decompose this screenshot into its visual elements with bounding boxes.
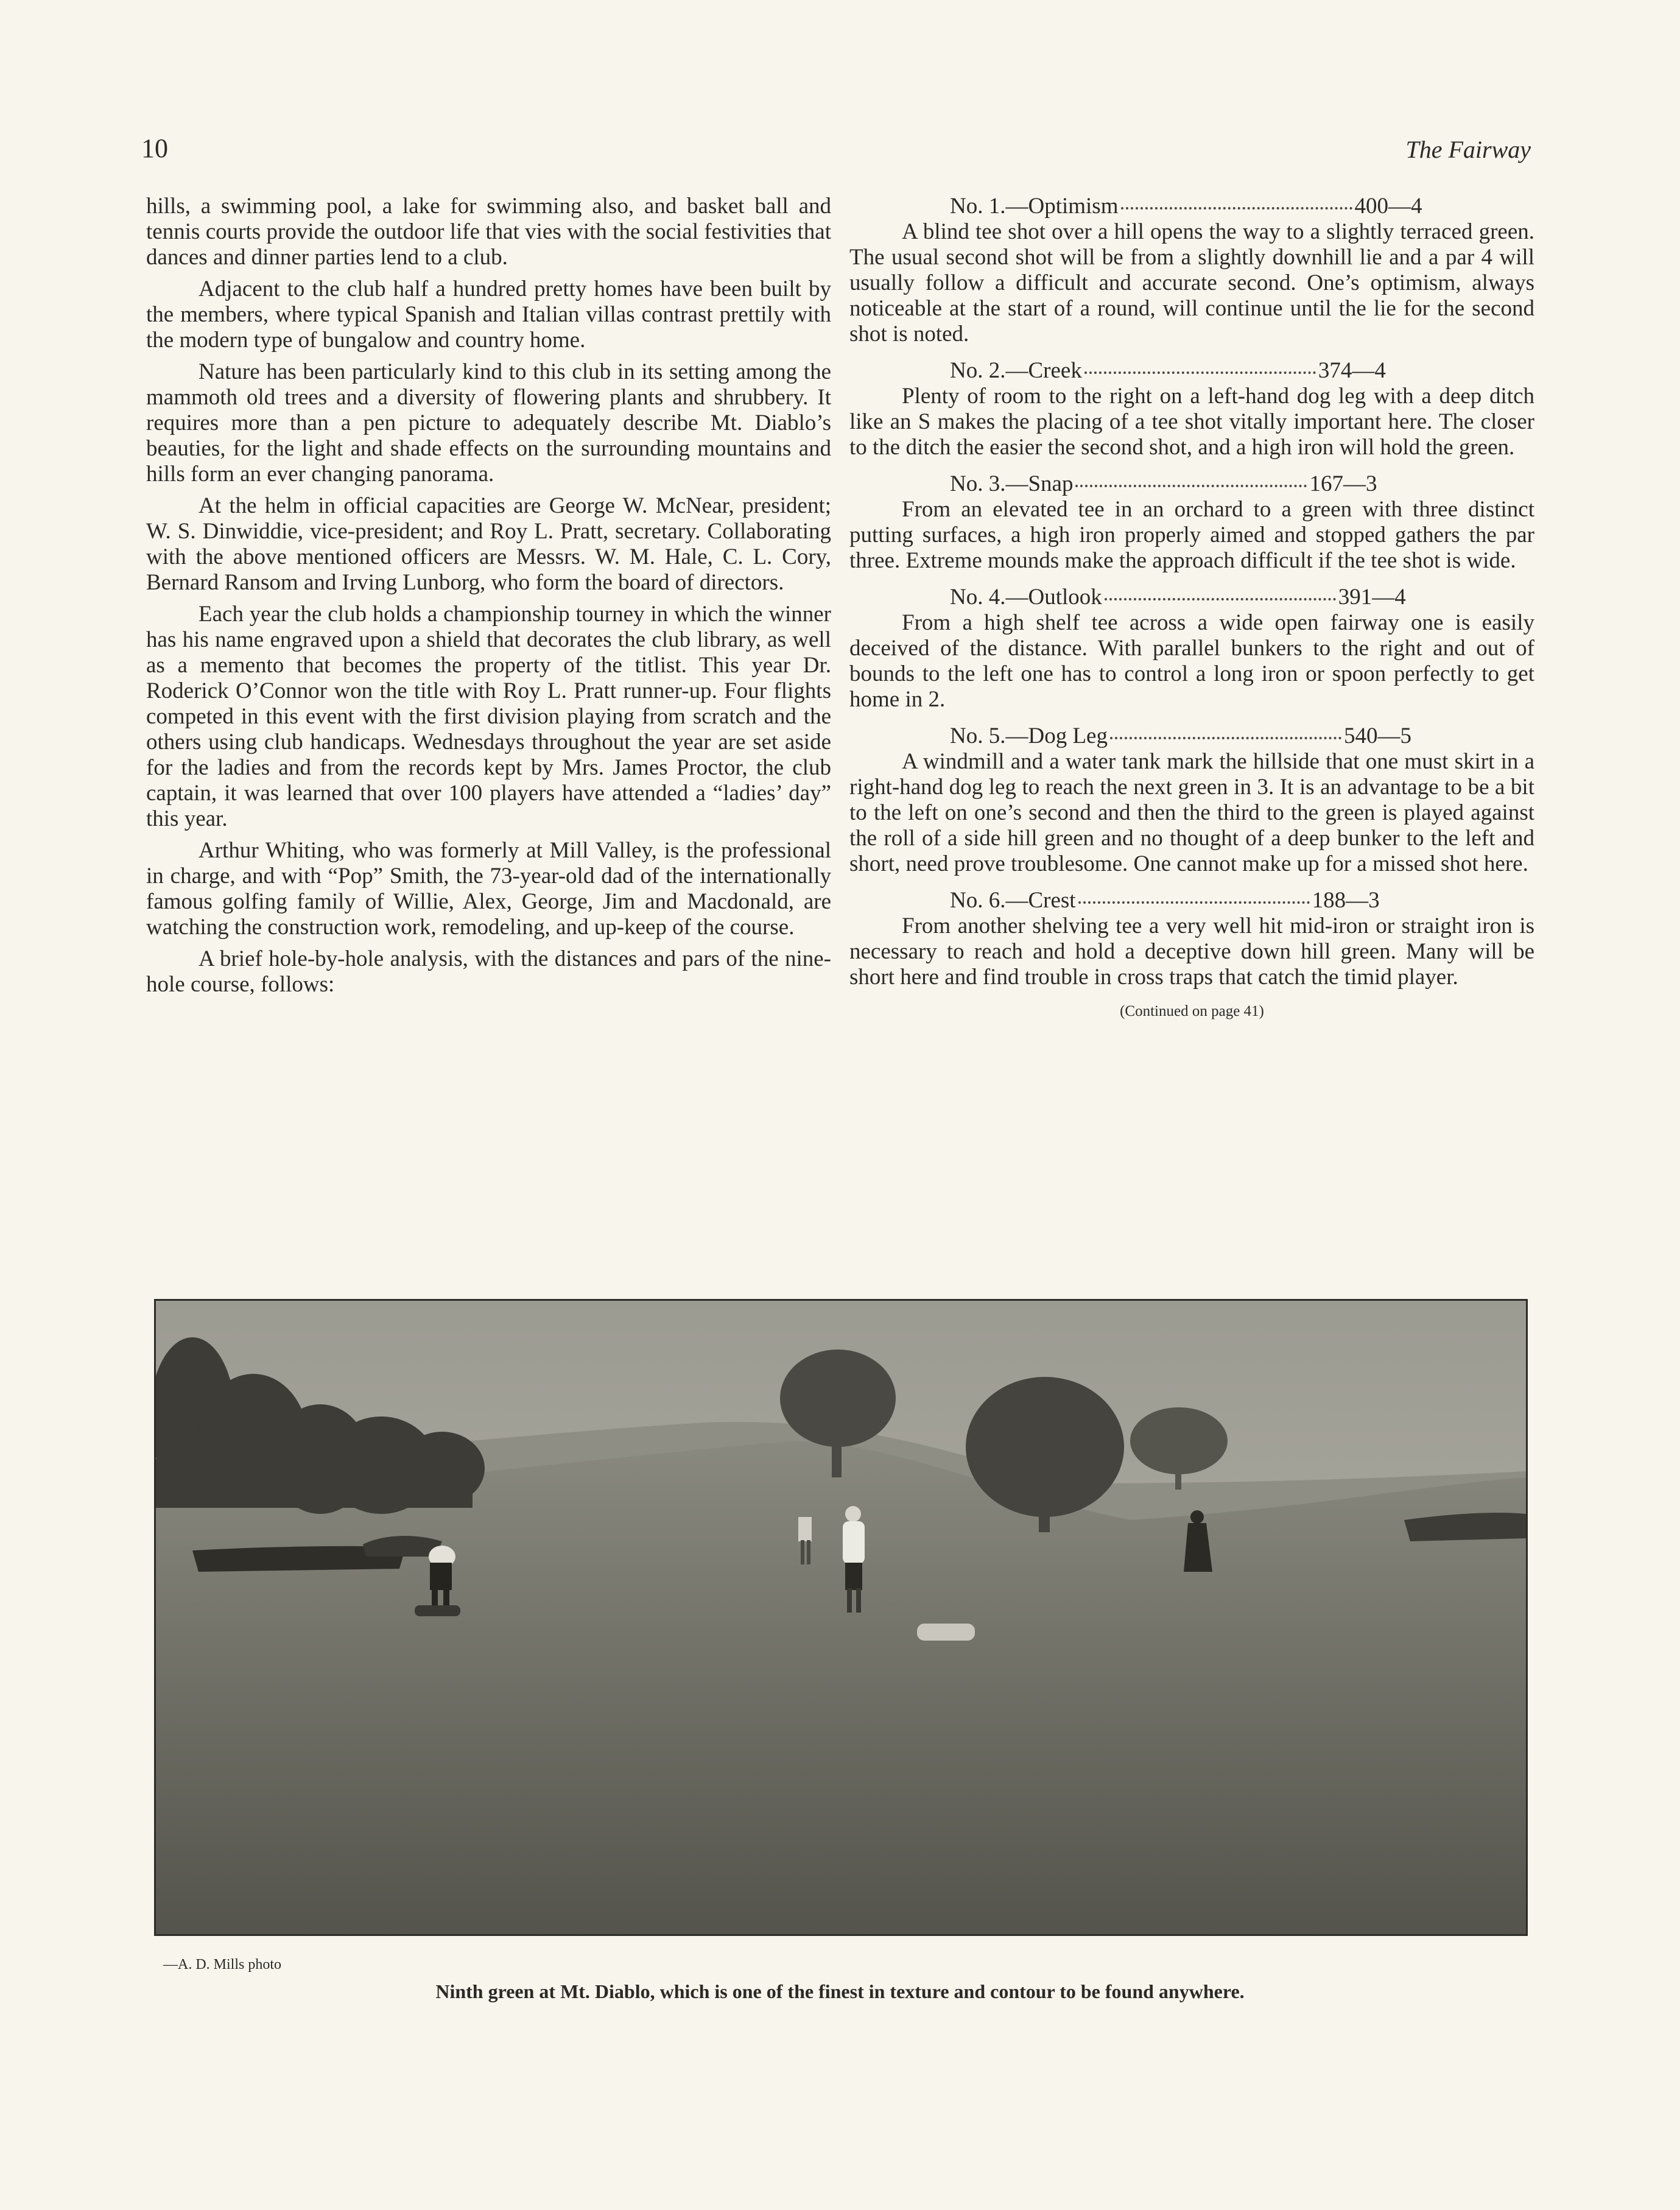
- hole-heading: [849, 888, 1534, 913]
- roller: [917, 1624, 975, 1641]
- hole-distance-par: 374—4: [1318, 358, 1386, 383]
- hole-name: No. 2.—Creek: [950, 358, 1082, 383]
- leader-dots: [1084, 371, 1316, 374]
- left-column: [146, 194, 831, 1004]
- hole-name: No. 1.—Optimism: [950, 194, 1119, 219]
- hole-distance-par: 400—4: [1354, 194, 1422, 219]
- fairway: [156, 1441, 1526, 1934]
- page-number: 10: [141, 133, 168, 163]
- right-column: [849, 194, 1534, 1024]
- hole-name: No. 4.—Outlook: [950, 585, 1102, 610]
- paragraph: A brief hole-by-hole analysis, with the distances and pars of the nine-hole course, follows:: [146, 946, 831, 997]
- leader-dots: [1110, 737, 1341, 739]
- hole-heading: [849, 194, 1534, 219]
- leader-dots: [1105, 598, 1336, 600]
- hole-name: No. 6.—Crest: [950, 888, 1076, 913]
- photo-credit: —A. D. Mills photo: [163, 1957, 282, 1972]
- leader-dots: [1121, 207, 1352, 209]
- hole-heading: [849, 358, 1534, 384]
- hole-name: No. 3.—Snap: [950, 471, 1074, 496]
- hole-description: Plenty of room to the right on a left-hand dog leg with a deep ditch like an S makes the placing of a tee shot vitally important here. The closer to the ditch the easier the second shot, and a high iron will hold the green.: [849, 384, 1534, 460]
- paragraph: At the helm in official capacities are George W. McNear, president; W. S. Dinwiddie, vice-president; and Roy L. Pratt, secretary. Collaborating with the above mentioned officers are Messrs. W. M. Hale, C. L. Cory, Bernard Ransom and Irving Lunborg, who form the board of directors.: [146, 493, 831, 595]
- hole-heading: [849, 471, 1534, 497]
- continued-note: (Continued on page 41): [1120, 1003, 1264, 1019]
- hole-distance-par: 167—3: [1309, 471, 1377, 496]
- paragraph: hills, a swimming pool, a lake for swimming also, and basket ball and tennis courts provide the outdoor life that vies with the social festivities that dances and dinner parties lend to a club.: [146, 194, 831, 270]
- hole-heading: [849, 723, 1534, 749]
- publication-title: The Fairway: [1405, 136, 1531, 163]
- hole-description: From an elevated tee in an orchard to a green with three distinct putting surfaces, a high iron properly aimed and stopped gathers the par three. Extreme mounds make the approach difficult if the tee shot is wide.: [849, 497, 1534, 573]
- hole-heading: [849, 585, 1534, 610]
- hole-description: From a high shelf tee across a wide open fairway one is easily deceived of the distance. With parallel bunkers to the right and out of bounds to the left one has to control a long iron or spoon perfectly to get home in 2.: [849, 610, 1534, 712]
- hole-description: A windmill and a water tank mark the hillside that one must skirt in a right-hand dog leg to reach the next green in 3. It is an advantage to be a bit to the left on one’s second and then the third to the green is played against the roll of a side hill green and no thought of a deep bunker to the left and short, need prove troublesome. One cannot make up for a missed shot here.: [849, 749, 1534, 876]
- leader-dots: [1075, 485, 1307, 487]
- hole-name: No. 5.—Dog Leg: [950, 723, 1108, 748]
- hole-distance-par: 391—4: [1338, 585, 1406, 610]
- photo-caption: Ninth green at Mt. Diablo, which is one of the finest in texture and contour to be found anywhere.: [435, 1980, 1245, 2002]
- photo-illustration: [156, 1301, 1526, 1934]
- leader-dots: [1078, 901, 1310, 904]
- hole-description: From another shelving tee a very well hit mid-iron or straight iron is necessary to reach and hold a deceptive down hill green. Many will be short here and find trouble in cross traps that catch the timid player.: [849, 913, 1534, 990]
- paragraph: Adjacent to the club half a hundred pretty homes have been built by the members, where typical Spanish and Italian villas contrast prettily with the modern type of bungalow and country home.: [146, 276, 831, 353]
- paragraph: Each year the club holds a championship tourney in which the winner has his name engraved upon a shield that decorates the club library, as well as a memento that becomes the property of the titlist. This year Dr. Roderick O’Connor won the title with Roy L. Pratt runner-up. Four flights competed in this event with the first division playing from scratch and the others using club handicaps. Wednesdays throughout the year are set aside for the ladies and from the records kept by Mrs. James Proctor, the club captain, it was learned that over 100 players have attended a “ladies’ day” this year.: [146, 602, 831, 831]
- golf-course-photo: [154, 1299, 1528, 1936]
- paragraph: Nature has been particularly kind to this club in its setting among the mammoth old trees and a diversity of flowering plants and shrubbery. It requires more than a pen picture to adequately describe Mt. Diablo’s beauties, for the light and shade effects on the surrounding mountains and hills form an ever changing panorama.: [146, 359, 831, 487]
- hole-description: A blind tee shot over a hill opens the way to a slightly terraced green. The usual second shot will be from a slightly downhill lie and a par 4 will usually follow a difficult and accurate second. One’s optimism, always noticeable at the start of a round, will continue until the lie for the second shot is noted.: [849, 219, 1534, 347]
- hole-distance-par: 188—3: [1312, 888, 1380, 913]
- paragraph: Arthur Whiting, who was formerly at Mill Valley, is the professional in charge, and with “Pop” Smith, the 73-year-old dad of the internationally famous golfing family of Willie, Alex, George, Jim and Macdonald, are watching the construction work, remodeling, and up-keep of the course.: [146, 838, 831, 940]
- hole-distance-par: 540—5: [1343, 723, 1411, 748]
